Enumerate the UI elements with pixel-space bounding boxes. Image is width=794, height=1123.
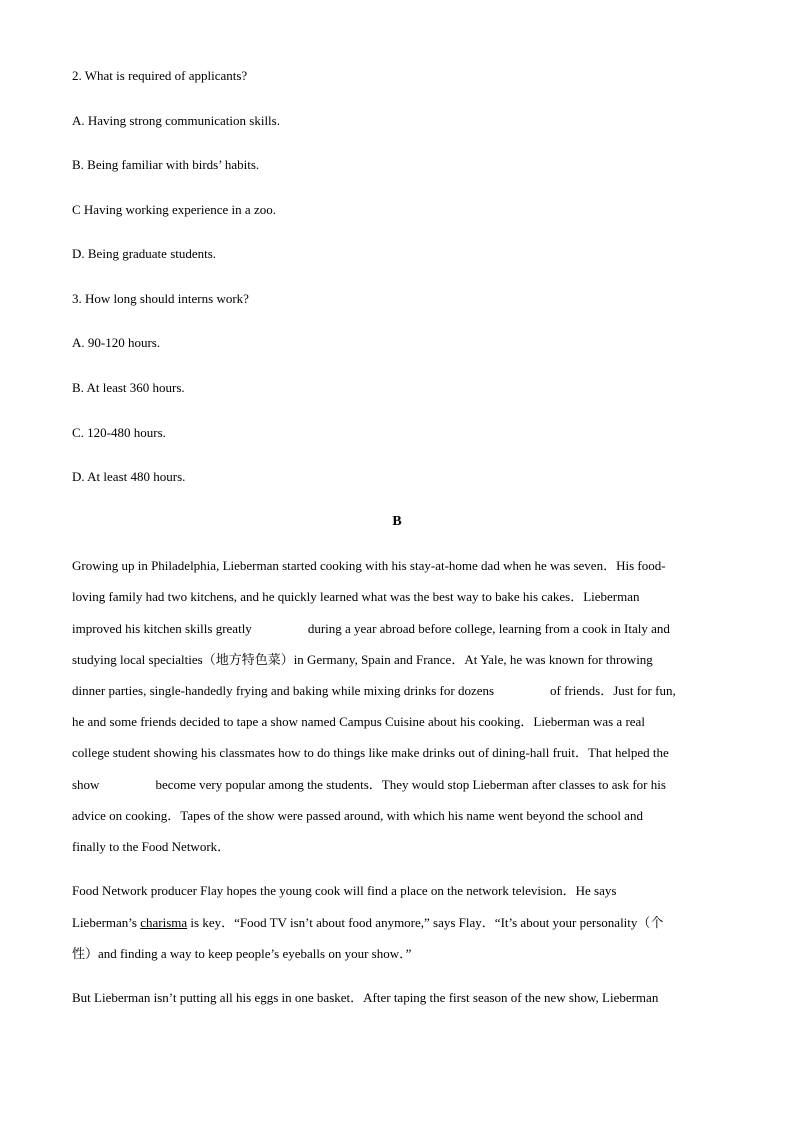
paragraph-line: studying local specialties（地方特色菜）in Germany, Spain and France．At Yale, he was known for throwing — [72, 652, 653, 667]
underlined-word: charisma — [140, 915, 188, 930]
paragraph-line: advice on cooking．Tapes of the show were passed around, with which his name went beyond the school and — [72, 808, 643, 823]
question-2-option-d: D. Being graduate students. — [72, 246, 217, 261]
paragraph-line: But Lieberman isn’t putting all his eggs in one basket．After taping the first season of the new show, Lieberman — [72, 990, 659, 1005]
question-2-option-c: C Having working experience in a zoo. — [72, 202, 276, 217]
paragraph-line — [72, 915, 663, 931]
paragraph-line: finally to the Food Network． — [72, 839, 231, 854]
question-3-option-c: C. 120-480 hours. — [72, 425, 166, 440]
question-3-option-b: B. At least 360 hours. — [72, 380, 185, 395]
paragraph-line — [72, 621, 670, 637]
paragraph-line: loving family had two kitchens, and he quickly learned what was the best way to bake his cakes．Lieberman — [72, 589, 640, 604]
paragraph-text: is key．“Food TV isn’t about food anymore,” says Flay．“It’s about your personality（个 — [187, 915, 664, 930]
question-3-stem: 3. How long should interns work? — [72, 291, 249, 306]
paragraph-line: 性）and finding a way to keep people’s eyeballs on your show．” — [72, 946, 412, 961]
paragraph-text: show — [72, 777, 100, 792]
paragraph-text: become very popular among the students．They would stop Lieberman after classes to ask for his — [155, 777, 666, 792]
paragraph-text: of friends．Just for fun, — [550, 683, 676, 698]
question-2-option-b: B. Being familiar with birds’ habits. — [72, 157, 260, 172]
paragraph-text: improved his kitchen skills greatly — [72, 621, 252, 636]
question-3-option-d: D. At least 480 hours. — [72, 469, 186, 484]
paragraph-line: college student showing his classmates how to do things like make drinks out of dining-hall fruit．That helped the — [72, 745, 669, 760]
question-3-option-a: A. 90-120 hours. — [72, 335, 161, 350]
paragraph-line: Growing up in Philadelphia, Lieberman started cooking with his stay-at-home dad when he was seven．His food- — [72, 558, 666, 573]
question-2-stem: 2. What is required of applicants? — [72, 68, 248, 83]
paragraph-line — [72, 777, 666, 793]
paragraph-line: Food Network producer Flay hopes the young cook will find a place on the network television．He says — [72, 883, 617, 898]
section-heading: B — [392, 514, 402, 529]
paragraph-line — [72, 683, 676, 699]
paragraph-text: dinner parties, single-handedly frying and baking while mixing drinks for dozens — [72, 683, 495, 698]
question-2-option-a: A. Having strong communication skills. — [72, 113, 280, 128]
paragraph-text: Lieberman’s — [72, 915, 141, 930]
paragraph-text: during a year abroad before college, learning from a cook in Italy and — [307, 621, 670, 636]
paragraph-line: he and some friends decided to tape a show named Campus Cuisine about his cooking．Lieberman was a real — [72, 714, 645, 729]
